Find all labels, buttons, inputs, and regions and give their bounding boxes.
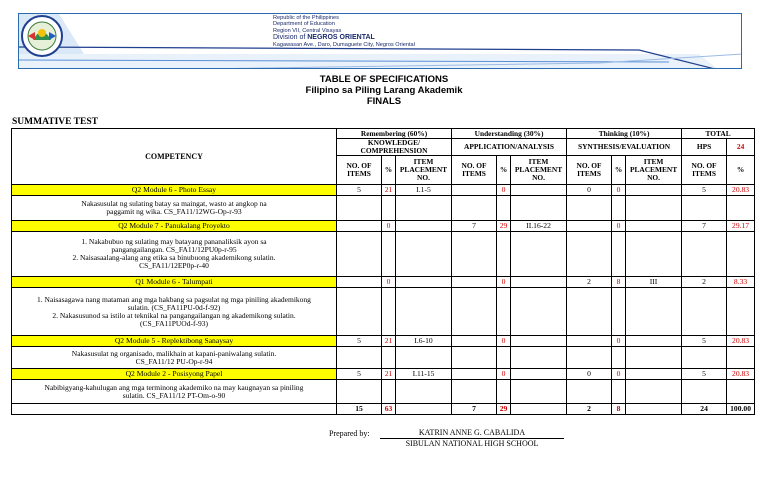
cell-pct: 21 — [382, 336, 396, 347]
module-row — [12, 277, 755, 288]
agency-line: Region VII, Central Visayas — [273, 27, 342, 34]
total-value: 7 — [452, 404, 497, 415]
description-line: (CS_FA11PUOd-f-93) — [140, 318, 208, 328]
cell-value — [567, 336, 612, 347]
cell-value — [337, 277, 382, 288]
description-line: 2. Naisasaalang-alang ang etika sa binubuong akademikong sulatin. — [72, 253, 276, 262]
sub-synthesis: SYNTHESIS/EVALUATION — [567, 139, 682, 156]
sub-application: APPLICATION/ANALYSIS — [452, 139, 567, 156]
cell-placement — [626, 185, 682, 196]
description-row — [12, 347, 755, 369]
division-name: NEGROS ORIENTAL — [307, 34, 375, 42]
module-name: Q2 Module 5 - Replektibong Sanaysay — [12, 336, 337, 347]
description-line: 1. Naisasagawa nang mataman ang mga hakbang sa pagsulat ng mga piniling akademikong — [37, 294, 311, 304]
module-name: Q2 Module 6 - Photo Essay — [12, 185, 337, 196]
deped-banner — [18, 13, 742, 69]
totals-label-cell — [12, 404, 337, 415]
document-titles — [0, 74, 768, 107]
cell-placement: I.1-5 — [396, 185, 452, 196]
hps-label: HPS — [682, 139, 727, 156]
description-line: paggamit ng wika. CS_FA11/12WG-Op-r-93 — [106, 207, 242, 216]
total-pct: 8 — [612, 404, 626, 415]
cell-total: 5 — [682, 369, 727, 380]
competency-description — [12, 347, 337, 369]
group-total: TOTAL — [682, 129, 755, 139]
cell-pct: 0 — [612, 336, 626, 347]
cell-placement — [396, 277, 452, 288]
total-value: 2 — [567, 404, 612, 415]
cell-pct: 0 — [612, 221, 626, 232]
prepared-by-label: Prepared by: — [329, 429, 370, 438]
cell-pct: 0 — [497, 185, 511, 196]
cell-value: 7 — [452, 221, 497, 232]
group-remembering: Remembering (60%) — [337, 129, 452, 139]
competency-description — [12, 196, 337, 221]
competency-header: COMPETENCY — [12, 129, 337, 185]
cell-pct: 8 — [612, 277, 626, 288]
specification-table — [11, 128, 755, 415]
col-items: NO. OF ITEMS — [567, 156, 612, 185]
agency-header — [273, 15, 415, 49]
grand-total-items: 24 — [682, 404, 727, 415]
agency-line: Republic of the Philippines — [273, 15, 339, 21]
cell-total-pct: 20.83 — [727, 369, 755, 380]
cell-value — [452, 185, 497, 196]
cell-total-pct: 29.17 — [727, 221, 755, 232]
cell-placement — [511, 185, 567, 196]
division-prefix: Division of — [273, 34, 306, 42]
cell-value — [452, 277, 497, 288]
cell-pct: 21 — [382, 185, 396, 196]
cell-total-pct: 20.83 — [727, 336, 755, 347]
description-line: Nakasusulat ng sulating batay sa maingat, wasto at angkop na — [81, 199, 267, 208]
sub-knowledge: KNOWLEDGE/ COMPREHENSION — [337, 139, 452, 156]
module-row — [12, 185, 755, 196]
description-line: CS_FA11/12EP0p-r-40 — [139, 261, 209, 270]
module-name: Q2 Module 7 - Panukalang Proyekto — [12, 221, 337, 232]
description-row — [12, 196, 755, 221]
total-value: 15 — [337, 404, 382, 415]
document-term: FINALS — [366, 96, 402, 107]
col-pct: % — [497, 156, 511, 185]
cell-total-pct: 20.83 — [727, 185, 755, 196]
cell-total: 5 — [682, 336, 727, 347]
cell-pct: 0 — [612, 185, 626, 196]
cell-pct: 0 — [382, 221, 396, 232]
cell-value — [452, 369, 497, 380]
competency-description — [12, 380, 337, 404]
preparer-name: KATRIN ANNE G. CABALIDA — [380, 428, 564, 439]
total-pct: 63 — [382, 404, 396, 415]
cell-value: 5 — [337, 369, 382, 380]
description-line: CS_FA11/12 PU-Op-r-94 — [135, 356, 213, 366]
cell-placement — [626, 221, 682, 232]
col-pct: % — [382, 156, 396, 185]
description-line: 2. Nakasusunod sa istilo at teknikal na pangangailangan ng akademikong sulatin. — [52, 310, 296, 320]
cell-pct: 29 — [497, 221, 511, 232]
cell-placement — [511, 369, 567, 380]
document-title: TABLE OF SPECIFICATIONS — [319, 74, 449, 85]
cell-pct: 0 — [612, 369, 626, 380]
col-placement: ITEM PLACEMENT NO. — [626, 156, 682, 185]
description-line: 1. Nakabubuo ng sulating may batayang pananaliksik ayon sa — [81, 237, 267, 246]
cell-total: 5 — [682, 185, 727, 196]
group-thinking: Thinking (10%) — [567, 129, 682, 139]
description-row — [12, 380, 755, 404]
description-line: Nakasusulat ng organisado, malikhain at kapani-paniwalang sulatin. — [71, 348, 277, 358]
description-row — [12, 288, 755, 336]
preparer-block — [380, 428, 564, 448]
module-name: Q2 Module 2 - Posisyong Papel — [12, 369, 337, 380]
group-understanding: Understanding (30%) — [452, 129, 567, 139]
cell-placement: I.6-10 — [396, 336, 452, 347]
cell-total-pct: 8.33 — [727, 277, 755, 288]
module-row — [12, 221, 755, 232]
col-pct: % — [727, 156, 755, 185]
division-address: Kagawasan Ave., Daro, Dumaguete City, Negros Oriental — [273, 42, 415, 49]
grand-total-pct: 100.00 — [727, 404, 755, 415]
cell-placement — [626, 369, 682, 380]
module-name: Q1 Module 6 - Talumpati — [12, 277, 337, 288]
totals-row — [12, 404, 755, 415]
document-subtitle: Filipino sa Piling Larang Akademik — [305, 85, 463, 96]
header-row-groups — [12, 129, 755, 139]
cell-placement — [626, 336, 682, 347]
cell-value: 5 — [337, 336, 382, 347]
col-items: NO. OF ITEMS — [682, 156, 727, 185]
cell-placement — [511, 277, 567, 288]
module-row — [12, 336, 755, 347]
cell-placement: II.16-22 — [511, 221, 567, 232]
hps-value: 24 — [727, 139, 755, 156]
col-items: NO. OF ITEMS — [452, 156, 497, 185]
col-placement: ITEM PLACEMENT NO. — [396, 156, 452, 185]
division-line — [273, 34, 415, 42]
description-line: pangangailangan. CS_FA11/12PU0p-r-95 — [111, 245, 237, 254]
cell-pct: 0 — [497, 369, 511, 380]
cell-value — [567, 221, 612, 232]
cell-placement — [396, 221, 452, 232]
cell-value: 0 — [567, 369, 612, 380]
cell-value — [337, 221, 382, 232]
competency-description — [12, 232, 337, 277]
description-line: Nabibigyang-kahulugan ang mga terminong akademiko na may kaugnayan sa piniling — [44, 382, 304, 392]
total-pct: 29 — [497, 404, 511, 415]
col-items: NO. OF ITEMS — [337, 156, 382, 185]
cell-value: 2 — [567, 277, 612, 288]
cell-pct: 21 — [382, 369, 396, 380]
cell-pct: 0 — [497, 277, 511, 288]
cell-value: 0 — [567, 185, 612, 196]
cell-total: 2 — [682, 277, 727, 288]
cell-value — [452, 336, 497, 347]
competency-description — [12, 288, 337, 336]
cell-total: 7 — [682, 221, 727, 232]
description-row — [12, 232, 755, 277]
cell-placement — [511, 336, 567, 347]
agency-line: Department of Education — [273, 21, 335, 28]
cell-value: 5 — [337, 185, 382, 196]
preparer-school: SIBULAN NATIONAL HIGH SCHOOL — [405, 439, 539, 448]
module-row — [12, 369, 755, 380]
col-placement: ITEM PLACEMENT NO. — [511, 156, 567, 185]
deped-seal-icon — [19, 14, 65, 58]
cell-placement: III — [626, 277, 682, 288]
description-line: sulatin. (CS_FA11PU-0d-f-92) — [127, 302, 221, 312]
test-label: SUMMATIVE TEST — [12, 117, 98, 127]
cell-placement: I.11-15 — [396, 369, 452, 380]
description-line: sulatin. CS_FA11/12 PT-Om-o-90 — [122, 390, 226, 400]
col-pct: % — [612, 156, 626, 185]
cell-pct: 0 — [382, 277, 396, 288]
cell-pct: 0 — [497, 336, 511, 347]
